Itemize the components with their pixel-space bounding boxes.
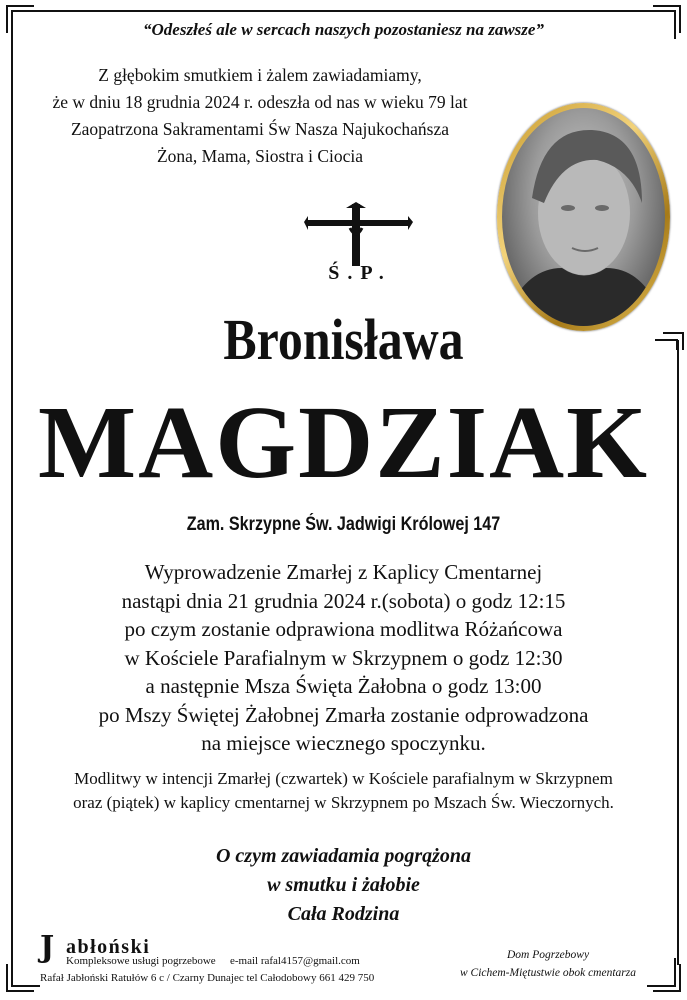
ceremony-line: nastąpi dnia 21 grudnia 2024 r.(sobota) o godz 12:15 <box>121 588 566 613</box>
portrait-photo <box>502 108 665 326</box>
intro-line: Z głębokim smutkiem i żalem zawiadamiamy, <box>98 65 422 85</box>
intro-line: Żona, Mama, Siostra i Ciocia <box>156 146 364 166</box>
ceremony-line: po Mszy Świętej Żałobnej Zmarła zostanie odprowadzona <box>98 702 589 727</box>
prayers-notice <box>10 767 677 814</box>
intro-announcement <box>40 62 480 170</box>
funeral-home-services: Kompleksowe usługi pogrzebowe <box>66 955 216 967</box>
location-line: w Cichem-Miętustwie obok cmentarza <box>460 967 636 979</box>
closing-line: w smutku i żałobie <box>267 874 420 896</box>
ceremony-line: na miejsce wiecznego spoczynku. <box>201 731 486 755</box>
corner-ornament-bottom-left <box>4 958 40 994</box>
residence-address: Zam. Skrzypne Św. Jadwigi Królowej 147 <box>186 514 501 535</box>
intro-line: Zaopatrzona Sakramentami Św Nasza Najukochańsza <box>70 119 450 139</box>
deceased-first-name: Bronisława <box>223 307 464 372</box>
ceremony-details <box>20 558 667 758</box>
border-left <box>11 38 13 963</box>
closing-line: O czym zawiadamia pogrążona <box>215 845 472 867</box>
funeral-home-logo-initial: J <box>40 930 55 965</box>
corner-ornament-right-mid <box>655 330 685 350</box>
ceremony-line: Wyprowadzenie Zmarłej z Kaplicy Cmentarnej <box>144 560 543 584</box>
portrait-frame <box>497 103 670 331</box>
location-line: Dom Pogrzebowy <box>506 949 590 961</box>
sp-abbreviation: Ś.P. <box>328 262 392 284</box>
cross-icon <box>300 200 415 270</box>
funeral-home-address: Rafał Jabłoński Ratułów 6 c / Czarny Dunajec tel Całodobowy 661 429 750 <box>40 972 375 984</box>
deceased-last-name: MAGDZIAK <box>37 385 650 500</box>
funeral-home-location <box>418 946 678 982</box>
ceremony-line: po czym zostanie odprawiona modlitwa Różańcowa <box>124 617 563 641</box>
ceremony-line: w Kościele Parafialnym w Skrzypnem o godz 12:30 <box>124 645 563 670</box>
prayers-line: oraz (piątek) w kaplicy cmentarnej w Skrzypnem po Mszach Św. Wieczornych. <box>73 792 614 812</box>
portrait-silhouette <box>502 108 665 326</box>
border-top <box>38 10 650 12</box>
prayers-line: Modlitwy w intencji Zmarłej (czwartek) w Kościele parafialnym w Skrzypnem <box>74 769 613 788</box>
intro-line: że w dniu 18 grudnia 2024 r. odeszła od nas w wieku 79 lat <box>52 92 468 112</box>
closing-line: Cała Rodzina <box>287 903 400 925</box>
ceremony-line: a następnie Msza Święta Żałobna o godz 13:00 <box>145 674 542 698</box>
motto-quote: “Odeszłeś ale w sercach naszych pozostaniesz na zawsze” <box>143 20 544 39</box>
funeral-home-logo-name: abłoński <box>66 936 151 958</box>
closing-signature <box>0 842 687 929</box>
funeral-home-email: e-mail rafal4157@gmail.com <box>230 955 360 967</box>
